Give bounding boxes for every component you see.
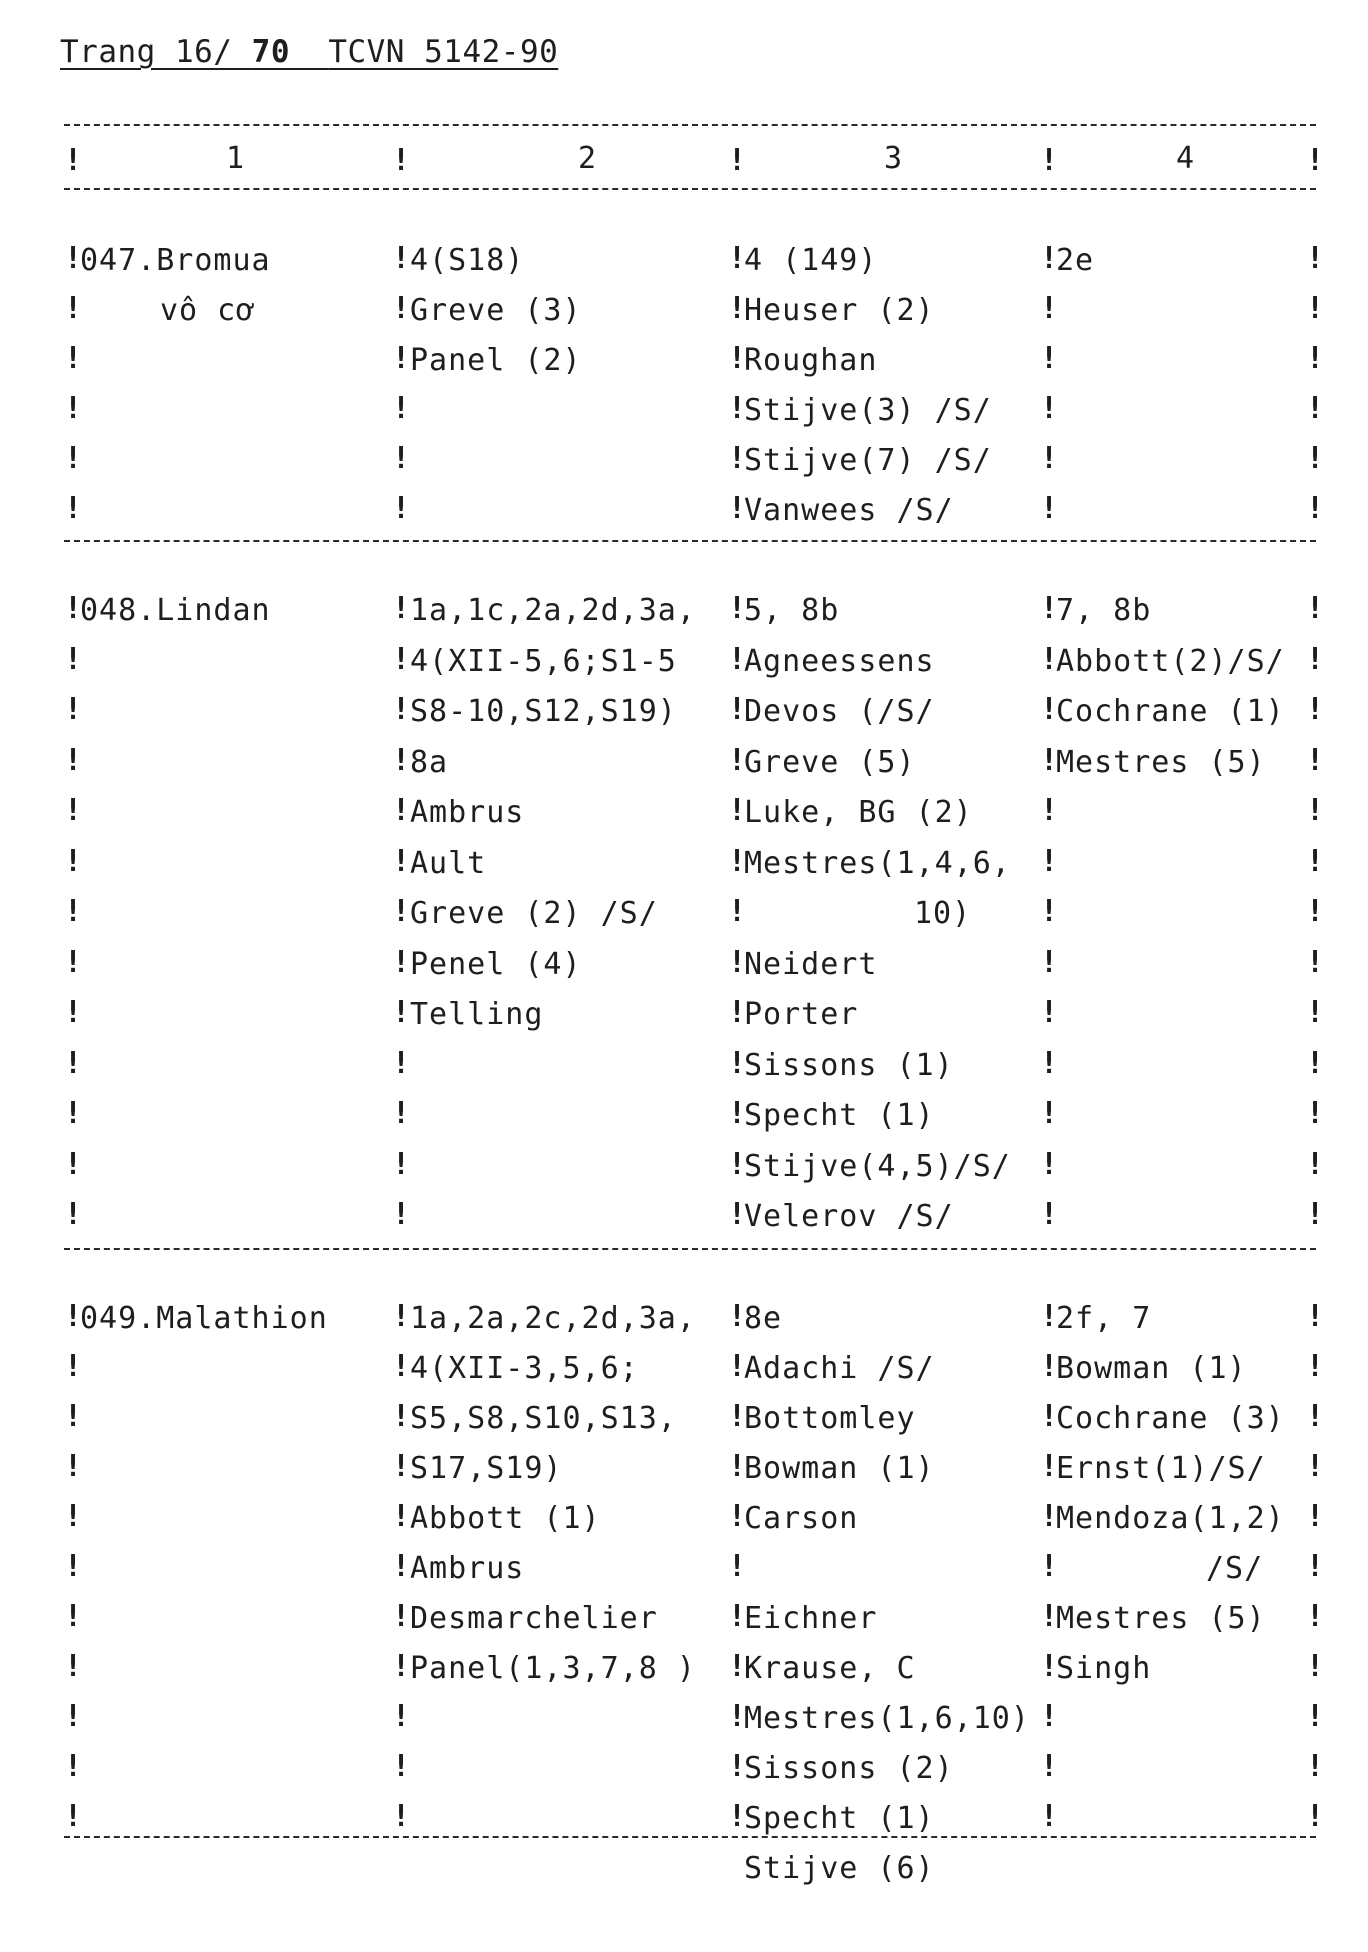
table-cell-line: Vanwees /S/ [744, 493, 954, 528]
column-separator-mark: ! [1306, 591, 1325, 626]
column-separator-mark: ! [728, 843, 747, 879]
column-separator-mark: ! [728, 1549, 747, 1584]
row-separator-rule [64, 1836, 1316, 1838]
column-separator-mark: ! [728, 591, 747, 626]
table-cell-line: Stijve(3) /S/ [744, 393, 992, 428]
column-separator-mark: ! [392, 1399, 411, 1434]
column-separator-mark: ! [392, 843, 411, 879]
column-separator-mark: ! [392, 1299, 411, 1334]
column-separator-mark: ! [728, 692, 747, 727]
column-separator-mark: ! [64, 843, 83, 879]
table-cell-line: Bowman (1) [744, 1451, 935, 1486]
table-cell-line: Telling [410, 997, 544, 1032]
column-separator-mark: ! [1040, 944, 1059, 980]
column-separator-mark: ! [1040, 995, 1059, 1030]
column-separator-mark: ! [728, 641, 747, 677]
table-top-rule [64, 124, 1316, 126]
column-separator-mark: ! [1306, 1349, 1325, 1384]
column-separator-mark: ! [1306, 391, 1325, 426]
column-separator-mark: ! [1306, 843, 1325, 879]
column-separator-mark: ! [392, 1045, 411, 1081]
column-separator-mark: ! [64, 1749, 83, 1784]
table-cell-line: Greve (5) [744, 744, 916, 780]
column-separator-mark: ! [392, 1749, 411, 1784]
table-cell-line: vô cơ [160, 293, 256, 328]
column-separator-mark: ! [1306, 1299, 1325, 1334]
page-prefix: Trang 16/ [60, 34, 233, 70]
column-separator-mark: ! [728, 793, 747, 828]
table-cell-line: Devos (/S/ [744, 694, 935, 729]
column-separator-mark: ! [1040, 1349, 1059, 1384]
column-separator-mark: ! [728, 491, 747, 526]
column-separator-mark: ! [392, 1649, 411, 1684]
table-cell-line: Agneessens [744, 643, 935, 679]
column-separator-mark: ! [728, 1499, 747, 1534]
column-separator-mark: ! [64, 641, 83, 677]
column-separator-mark: ! [392, 1799, 411, 1834]
column-separator-mark: ! [1040, 894, 1059, 929]
column-separator-mark: ! [728, 894, 747, 929]
page-total: 70 [251, 34, 290, 70]
column-separator-mark: ! [64, 1197, 83, 1232]
column-separator-mark: ! [1306, 944, 1325, 980]
column-separator-mark: ! [64, 1449, 83, 1484]
column-separator-mark: ! [64, 1499, 83, 1534]
column-separator-mark: ! [1040, 1649, 1059, 1684]
table-cell-line: Cochrane (1) [1056, 694, 1285, 729]
column-separator-mark: ! [1306, 894, 1325, 929]
table-cell-line: Greve (2) /S/ [410, 896, 658, 931]
column-separator-mark: ! [728, 1045, 747, 1081]
standard-code: TCVN 5142-90 [328, 34, 559, 70]
column-header-1: 1 [226, 141, 245, 176]
column-separator-mark: ! [1040, 441, 1059, 476]
column-separator-mark: ! [64, 1599, 83, 1634]
column-separator-mark: ! [1306, 1549, 1325, 1584]
table-cell-line: Desmarchelier [410, 1601, 658, 1636]
table-cell-line: Neidert [744, 946, 878, 982]
table-cell-line: Mestres (5) [1056, 744, 1266, 780]
column-separator-mark: ! [728, 441, 747, 476]
table-cell-line: Roughan [744, 343, 878, 378]
column-separator-mark: ! [392, 1599, 411, 1634]
table-cell-line: 10) [914, 896, 972, 931]
column-separator-mark: ! [1040, 641, 1059, 677]
table-cell-line: Penel (4) [410, 946, 582, 982]
table-cell-line: Abbott (1) [410, 1501, 601, 1536]
column-separator-mark: ! [392, 1349, 411, 1384]
column-separator-mark: ! [64, 793, 83, 828]
table-cell-line: 048.Lindan [80, 593, 271, 628]
table-cell-line: 8e [744, 1301, 783, 1336]
column-separator-mark: ! [1040, 1499, 1059, 1534]
column-separator-mark: ! [392, 742, 411, 778]
column-separator-mark: ! [728, 1146, 747, 1182]
column-separator-mark: ! [64, 241, 83, 276]
column-separator-mark: ! [392, 692, 411, 727]
column-separator-mark: ! [1040, 692, 1059, 727]
table-cell-line: 049.Malathion [80, 1301, 328, 1336]
column-separator-mark: ! [64, 491, 83, 526]
column-separator-mark: ! [1306, 995, 1325, 1030]
column-separator-mark: ! [728, 1197, 747, 1232]
column-separator-mark: ! [1040, 241, 1059, 276]
column-separator-mark: ! [1040, 793, 1059, 828]
column-separator-mark: ! [1306, 491, 1325, 526]
table-cell-line: Krause, C [744, 1651, 916, 1686]
column-separator-mark: ! [64, 1649, 83, 1684]
column-header-3: 3 [884, 141, 903, 176]
column-separator-mark: ! [64, 1146, 83, 1182]
table-cell-line: Panel(1,3,7,8 ) [410, 1651, 696, 1686]
table-cell-line: 4(XII-5,6;S1-5 [410, 643, 677, 679]
column-separator-mark: ! [392, 1146, 411, 1182]
column-separator-mark: ! [392, 641, 411, 677]
column-separator-mark: ! [1040, 1146, 1059, 1182]
column-separator-mark: ! [392, 241, 411, 276]
table-cell-line: 4(XII-3,5,6; [410, 1351, 639, 1386]
table-cell-line: Carson [744, 1501, 859, 1536]
column-separator-mark: ! [392, 143, 411, 178]
column-separator-mark: ! [1040, 341, 1059, 376]
column-separator-mark: ! [1040, 491, 1059, 526]
table-cell-line: Specht (1) [744, 1098, 935, 1133]
column-separator-mark: ! [1306, 1096, 1325, 1131]
table-cell-line: Velerov /S/ [744, 1199, 954, 1234]
table-cell-line: 1a,1c,2a,2d,3a, [410, 593, 696, 628]
table-cell-line: Sissons (1) [744, 1047, 954, 1083]
column-header-4: 4 [1176, 141, 1195, 176]
table-cell-line: 4 (149) [744, 243, 878, 278]
column-separator-mark: ! [728, 1599, 747, 1634]
column-separator-mark: ! [1306, 1649, 1325, 1684]
column-separator-mark: ! [1306, 1449, 1325, 1484]
table-cell-line: 7, 8b [1056, 593, 1152, 628]
column-separator-mark: ! [392, 1096, 411, 1131]
column-separator-mark: ! [1040, 391, 1059, 426]
column-separator-mark: ! [1040, 1799, 1059, 1834]
column-separator-mark: ! [64, 1699, 83, 1734]
row-separator-rule [64, 1248, 1316, 1250]
column-separator-mark: ! [1040, 1096, 1059, 1131]
column-separator-mark: ! [64, 391, 83, 426]
column-separator-mark: ! [392, 944, 411, 980]
column-separator-mark: ! [392, 491, 411, 526]
column-separator-mark: ! [1306, 341, 1325, 376]
column-separator-mark: ! [1040, 1599, 1059, 1634]
column-separator-mark: ! [728, 1399, 747, 1434]
table-cell-line: 2f, 7 [1056, 1301, 1152, 1336]
column-separator-mark: ! [1040, 843, 1059, 879]
column-separator-mark: ! [728, 995, 747, 1030]
column-separator-mark: ! [392, 1197, 411, 1232]
column-separator-mark: ! [1306, 1399, 1325, 1434]
column-separator-mark: ! [728, 291, 747, 326]
column-separator-mark: ! [64, 143, 83, 178]
table-cell-line: Ernst(1)/S/ [1056, 1451, 1266, 1486]
column-separator-mark: ! [1040, 1197, 1059, 1232]
column-separator-mark: ! [728, 1749, 747, 1784]
column-separator-mark: ! [1306, 1749, 1325, 1784]
table-cell-line: Ambrus [410, 1551, 525, 1586]
column-separator-mark: ! [64, 1299, 83, 1334]
table-cell-line: Bottomley [744, 1401, 916, 1436]
column-separator-mark: ! [1306, 1599, 1325, 1634]
column-separator-mark: ! [392, 291, 411, 326]
column-separator-mark: ! [728, 1649, 747, 1684]
column-separator-mark: ! [1040, 1749, 1059, 1784]
column-separator-mark: ! [728, 143, 747, 178]
table-cell-line: 2e [1056, 243, 1095, 278]
column-separator-mark: ! [1306, 641, 1325, 677]
table-cell-line: 4(S18) [410, 243, 525, 278]
column-separator-mark: ! [64, 692, 83, 727]
table-cell-line: Abbott(2)/S/ [1056, 643, 1285, 679]
table-cell-line: Stijve(7) /S/ [744, 443, 992, 478]
column-separator-mark: ! [728, 341, 747, 376]
column-separator-mark: ! [392, 391, 411, 426]
column-separator-mark: ! [64, 894, 83, 929]
table-cell-line: 1a,2a,2c,2d,3a, [410, 1301, 696, 1336]
table-cell-line: Stijve (6) [744, 1851, 935, 1886]
column-separator-mark: ! [1306, 1799, 1325, 1834]
column-separator-mark: ! [1040, 591, 1059, 626]
column-separator-mark: ! [1306, 1699, 1325, 1734]
table-cell-line: Ault [410, 845, 487, 881]
column-separator-mark: ! [392, 441, 411, 476]
column-separator-mark: ! [64, 1349, 83, 1384]
table-cell-line: Mendoza(1,2) [1056, 1501, 1285, 1536]
table-cell-line: 8a [410, 744, 449, 780]
column-separator-mark: ! [392, 1499, 411, 1534]
column-separator-mark: ! [728, 1449, 747, 1484]
column-separator-mark: ! [1306, 441, 1325, 476]
column-separator-mark: ! [392, 591, 411, 626]
table-cell-line: Singh [1056, 1651, 1152, 1686]
table-cell-line: Ambrus [410, 795, 525, 830]
column-separator-mark: ! [392, 894, 411, 929]
column-separator-mark: ! [1040, 1449, 1059, 1484]
column-separator-mark: ! [392, 1449, 411, 1484]
column-separator-mark: ! [728, 1349, 747, 1384]
column-separator-mark: ! [392, 1549, 411, 1584]
column-separator-mark: ! [1306, 742, 1325, 778]
table-cell-line: S17,S19) [410, 1451, 563, 1486]
table-cell-line: Heuser (2) [744, 293, 935, 328]
column-separator-mark: ! [1040, 742, 1059, 778]
table-cell-line: Stijve(4,5)/S/ [744, 1148, 1011, 1184]
column-separator-mark: ! [392, 995, 411, 1030]
column-separator-mark: ! [64, 1399, 83, 1434]
column-separator-mark: ! [728, 1299, 747, 1334]
table-cell-line: 5, 8b [744, 593, 840, 628]
column-separator-mark: ! [1040, 1045, 1059, 1081]
table-cell-line: 047.Bromua [80, 243, 271, 278]
column-separator-mark: ! [392, 1699, 411, 1734]
table-cell-line: Panel (2) [410, 343, 582, 378]
table-cell-line: Mestres (5) [1056, 1601, 1266, 1636]
table-cell-line: Adachi /S/ [744, 1351, 935, 1386]
table-cell-line: /S/ [1206, 1551, 1264, 1586]
table-cell-line: Eichner [744, 1601, 878, 1636]
table-cell-line: Bowman (1) [1056, 1351, 1247, 1386]
table-cell-line: S5,S8,S10,S13, [410, 1401, 677, 1436]
column-separator-mark: ! [1040, 291, 1059, 326]
column-separator-mark: ! [728, 1799, 747, 1834]
table-cell-line: Luke, BG (2) [744, 795, 973, 830]
column-separator-mark: ! [1306, 692, 1325, 727]
column-separator-mark: ! [1306, 291, 1325, 326]
column-separator-mark: ! [1040, 143, 1059, 178]
column-separator-mark: ! [728, 1096, 747, 1131]
table-cell-line: Specht (1) [744, 1801, 935, 1836]
column-separator-mark: ! [64, 441, 83, 476]
row-separator-rule [64, 188, 1316, 190]
column-separator-mark: ! [1306, 1146, 1325, 1182]
column-separator-mark: ! [1306, 241, 1325, 276]
column-separator-mark: ! [64, 995, 83, 1030]
table-cell-line: Mestres(1,4,6, [744, 845, 1011, 881]
column-separator-mark: ! [1306, 1045, 1325, 1081]
column-separator-mark: ! [728, 1699, 747, 1734]
table-cell-line: S8-10,S12,S19) [410, 694, 677, 729]
column-header-2: 2 [578, 141, 597, 176]
column-separator-mark: ! [1306, 143, 1325, 178]
page-header [60, 34, 558, 70]
column-separator-mark: ! [64, 341, 83, 376]
column-separator-mark: ! [64, 1045, 83, 1081]
column-separator-mark: ! [392, 793, 411, 828]
table-cell-line: Porter [744, 997, 859, 1032]
column-separator-mark: ! [728, 241, 747, 276]
column-separator-mark: ! [64, 944, 83, 980]
column-separator-mark: ! [728, 944, 747, 980]
column-separator-mark: ! [1306, 793, 1325, 828]
column-separator-mark: ! [1040, 1549, 1059, 1584]
column-separator-mark: ! [64, 291, 83, 326]
column-separator-mark: ! [728, 391, 747, 426]
table-cell-line: Sissons (2) [744, 1751, 954, 1786]
column-separator-mark: ! [64, 1096, 83, 1131]
table-cell-line: Greve (3) [410, 293, 582, 328]
column-separator-mark: ! [1040, 1399, 1059, 1434]
row-separator-rule [64, 540, 1316, 542]
column-separator-mark: ! [64, 1549, 83, 1584]
column-separator-mark: ! [728, 742, 747, 778]
column-separator-mark: ! [1306, 1499, 1325, 1534]
column-separator-mark: ! [1306, 1197, 1325, 1232]
column-separator-mark: ! [1040, 1699, 1059, 1734]
column-separator-mark: ! [64, 742, 83, 778]
column-separator-mark: ! [1040, 1299, 1059, 1334]
table-cell-line: Mestres(1,6,10) [744, 1701, 1030, 1736]
table-cell-line: Cochrane (3) [1056, 1401, 1285, 1436]
column-separator-mark: ! [64, 591, 83, 626]
column-separator-mark: ! [64, 1799, 83, 1834]
column-separator-mark: ! [392, 341, 411, 376]
